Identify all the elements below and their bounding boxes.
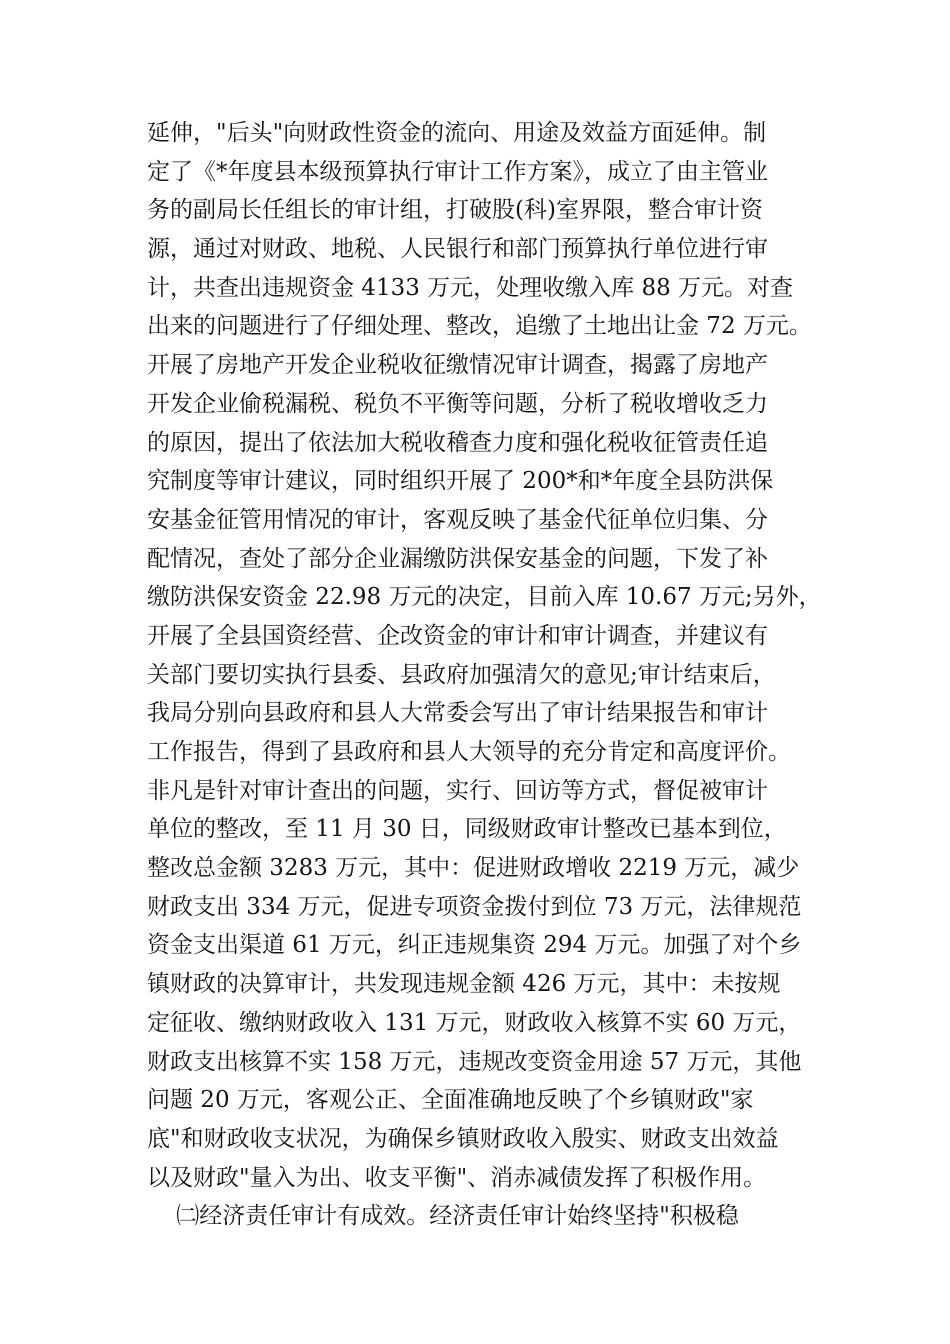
text-line: 配情况，查处了部分企业漏缴防洪保安基金的问题，下发了补 bbox=[147, 545, 768, 572]
text-line: 非凡是针对审计查出的问题，实行、回访等方式，督促被审计 bbox=[147, 777, 768, 804]
text-line: 开展了全县国资经营、企改资金的审计和审计调查，并建议有 bbox=[147, 622, 768, 649]
text-line: 问题 20 万元，客观公正、全面准确地反映了个乡镇财政"家 bbox=[147, 1087, 754, 1114]
text-line: 究制度等审计建议，同时组织开展了 200*和*年度全县防洪保 bbox=[147, 468, 774, 495]
text-line: 务的副局长任组长的审计组，打破股(科)室界限，整合审计资 bbox=[147, 197, 763, 224]
text-line: 财政支出 334 万元，促进专项资金拨付到位 73 万元，法律规范 bbox=[147, 893, 802, 920]
text-line: 开展了房地产开发企业税收征缴情况审计调查，揭露了房地产 bbox=[147, 352, 768, 379]
text-line: 计，共查出违规资金 4133 万元，处理收缴入库 88 万元。对查 bbox=[147, 274, 794, 301]
text-line: 开发企业偷税漏税、税负不平衡等问题，分析了税收增收乏力 bbox=[147, 390, 768, 417]
text-line: 源，通过对财政、地税、人民银行和部门预算执行单位进行审 bbox=[147, 236, 768, 263]
text-line: 资金支出渠道 61 万元，纠正违规集资 294 万元。加强了对个乡 bbox=[147, 932, 802, 959]
text-line: 工作报告，得到了县政府和县人大领导的充分肯定和高度评价。 bbox=[147, 739, 791, 765]
text-line: 我局分别向县政府和县人大常委会写出了审计结果报告和审计 bbox=[147, 700, 768, 727]
text-line: 延伸，"后头"向财政性资金的流向、用途及效益方面延伸。制 bbox=[147, 120, 767, 146]
body-text bbox=[147, 114, 822, 1236]
text-line: 缴防洪保安资金 22.98 万元的决定，目前入库 10.67 万元;另外， bbox=[147, 584, 822, 611]
text-line: 以及财政"量入为出、收支平衡"、消赤减债发挥了积极作用。 bbox=[147, 1164, 767, 1191]
text-line: 关部门要切实执行县委、县政府加强清欠的意见;审计结束后， bbox=[147, 661, 776, 688]
text-line: 底"和财政收支状况，为确保乡镇财政收入殷实、财政支出效益 bbox=[147, 1125, 779, 1152]
text-line: 定征收、缴纳财政收入 131 万元，财政收入核算不实 60 万元， bbox=[147, 1009, 802, 1036]
text-line: 镇财政的决算审计，共发现违规金额 426 万元，其中：未按规 bbox=[147, 971, 781, 998]
text-line: 财政支出核算不实 158 万元，违规改变资金用途 57 万元，其他 bbox=[147, 1048, 802, 1075]
text-line: 的原因，提出了依法加大税收稽查力度和强化税收征管责任追 bbox=[147, 429, 768, 456]
text-line: 单位的整改，至 11 月 30 日，同级财政审计整改已基本到位， bbox=[147, 816, 787, 843]
text-line: 定了《*年度县本级预算执行审计工作方案》，成立了由主管业 bbox=[147, 158, 768, 185]
text-line: 出来的问题进行了仔细处理、整改，追缴了土地出让金 72 万元。 bbox=[147, 313, 812, 340]
text-line: 安基金征管用情况的审计，客观反映了基金代征单位归集、分 bbox=[147, 506, 768, 533]
text-line: 整改总金额 3283 万元，其中：促进财政增收 2219 万元，减少 bbox=[147, 855, 800, 882]
text-line-paragraph-start: ㈡经济责任审计有成效。经济责任审计始终坚持"积极稳 bbox=[147, 1203, 739, 1230]
